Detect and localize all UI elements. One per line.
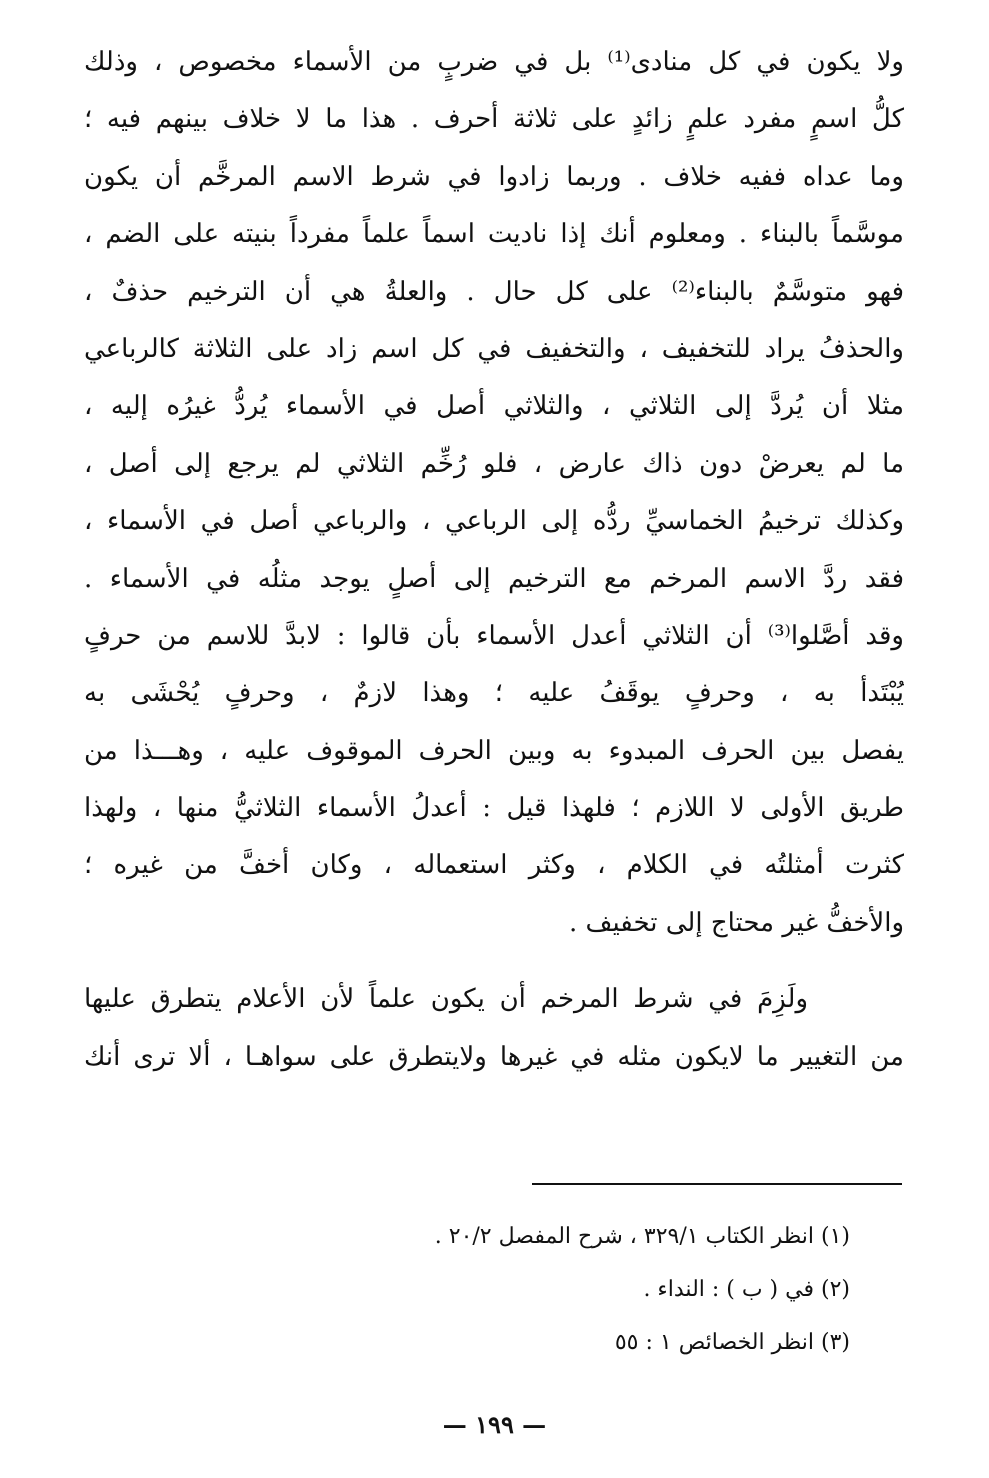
text-line: ولَزِمَ في شرط المرخم أن يكون علماً لأن الأعلام يتطرق عليها	[84, 984, 808, 1015]
footnote-2: (٢) في ( ب ) : النداء .	[643, 1277, 850, 1302]
text-line: كثرت أمثلتُه في الكلام ، وكثر استعماله ، وكان أخفَّ من غيره ؛	[84, 850, 904, 881]
text-line: فقد ردَّ الاسم المرخم مع الترخيم إلى أصلٍ يوجد مثلُه في الأسماء .	[84, 563, 904, 594]
footnote-divider	[532, 1183, 902, 1185]
text-line: يفصل بين الحرف المبدوء به وبين الحرف الموقوف عليه ، وهـــذا من	[84, 735, 904, 766]
footnotes	[300, 1210, 850, 1369]
text-line: والأخفُّ غير محتاج إلى تخفيف .	[569, 907, 904, 938]
text-line: موسَّماً بالبناء . ومعلوم أنك إذا ناديت اسماً علماً مفرداً بنيته على الضم ،	[84, 219, 904, 250]
text-line: فهو متوسَّمٌ بالبناء⁽²⁾ على كل حال . والعلةُ هي أن الترخيم حذفٌ ،	[84, 276, 904, 307]
text-line: يُبْتَدأ به ، وحرفٍ يوقَفُ عليه ؛ وهذا لازمٌ ، وحرفٍ يُحْشَى به	[84, 678, 904, 709]
text-line: من التغيير ما لايكون مثله في غيرها ولايتطرق على سواهـا ، ألا ترى أنك	[84, 1041, 904, 1072]
text-line: وكذلك ترخيمُ الخماسيِّ ردُّه إلى الرباعي ، والرباعي أصل في الأسماء ،	[84, 506, 904, 537]
text-line: طريق الأولى لا اللازم ؛ فلهذا قيل : أعدلُ الأسماء الثلاثيُّ منها ، ولهذا	[84, 793, 904, 824]
page-number: — ١٩٩ —	[442, 1410, 547, 1439]
text-line: وما عداه ففيه خلاف . وربما زادوا في شرط الاسم المرخَّم أن يكون	[84, 161, 904, 192]
footnote-3: (٣) انظر الخصائص ١ : ٥٥	[614, 1330, 850, 1355]
text-line: مثلا أن يُردَّ إلى الثلاثي ، والثلاثي أصل في الأسماء يُردُّ غيرُه إليه ،	[84, 391, 904, 422]
text-line: وقد أصَّلوا⁽³⁾ أن الثلاثي أعدل الأسماء بأن قالوا : لابدَّ للاسم من حرفٍ	[84, 620, 904, 651]
footnote-1: (١) انظر الكتاب ٣٢٩/١ ، شرح المفصل ٢٠/٢ .	[434, 1224, 850, 1249]
body-text	[84, 34, 904, 1086]
text-line: كلُّ اسمٍ مفرد علمٍ زائدٍ على ثلاثة أحرف . هذا ما لا خلاف بينهم فيه ؛	[84, 104, 904, 135]
text-line: ما لم يعرضْ دون ذاك عارض ، فلو رُخِّم الثلاثي لم يرجع إلى أصل ،	[84, 448, 904, 479]
text-line: ولا يكون في كل منادى⁽¹⁾ بل في ضربٍ من الأسماء مخصوص ، وذلك	[84, 47, 904, 77]
text-line: والحذفُ يراد للتخفيف ، والتخفيف في كل اسم زاد على الثلاثة كالرباعي	[84, 333, 904, 364]
